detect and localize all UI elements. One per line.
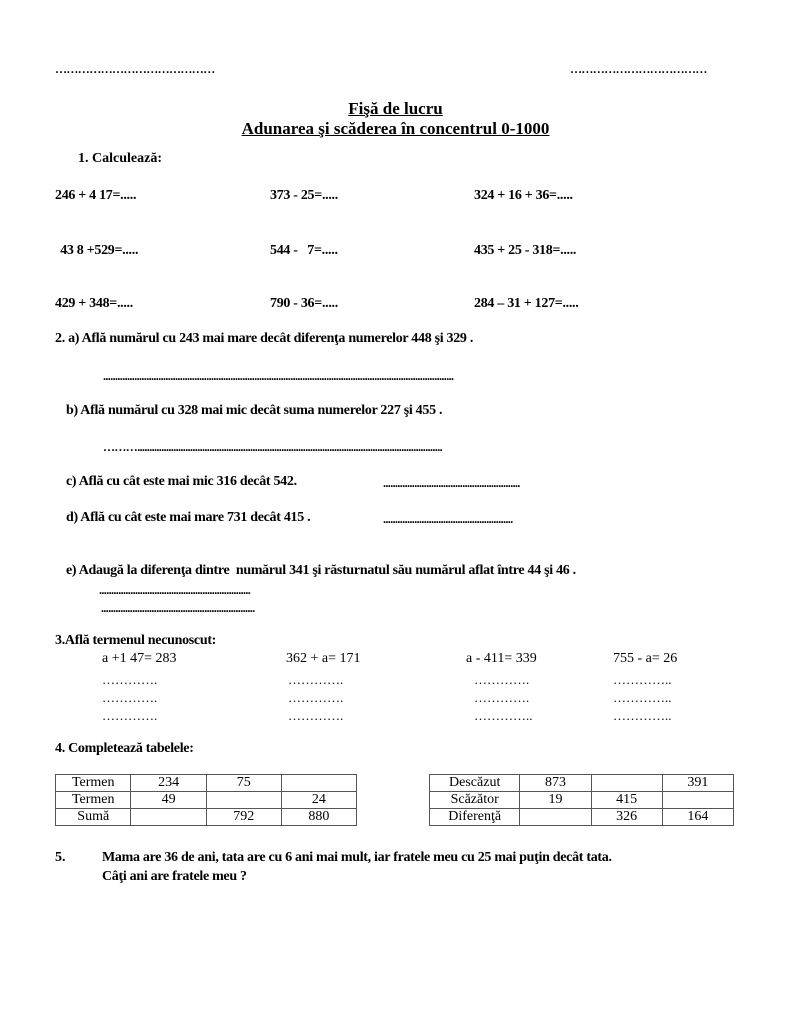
ex3-answer-line[interactable]: ………….. [613,690,672,705]
ex5-number: 5. [55,850,66,865]
row-header: Scăzător [430,792,520,809]
ex3-answer-line[interactable]: ………….. [474,708,533,723]
ex1-item: 429 + 348=..... [55,296,133,311]
ex3-equation: a - 411= 339 [466,651,537,666]
difference-table [429,774,734,826]
ex3-answer-line[interactable]: ………….. [613,708,672,723]
ex2c-answer-line[interactable]: ......................................................... [383,476,520,490]
ex2e-answer-line-2[interactable]: ................................................................ [101,601,255,615]
ex3-answer-line[interactable]: …………. [288,708,344,723]
table-cell[interactable] [206,792,281,809]
table-cell[interactable]: 19 [520,792,591,809]
ex3-label: 3.Află termenul necunoscut: [55,633,217,648]
ex1-item: 43 8 +529=..... [57,243,139,258]
ex3-equation: 362 + a= 171 [286,651,361,666]
ex3-answer-line[interactable]: …………. [102,708,158,723]
table-row [56,775,357,792]
row-header: Diferenţă [430,809,520,826]
ex2d-question: d) Află cu cât este mai mare 731 decât 415 . [66,510,311,525]
ex2a-answer-line[interactable]: .................................................................................................................................................. [103,369,454,383]
ex3-answer-line[interactable]: …………. [102,672,158,687]
worksheet-title: Fişă de lucru [348,99,443,118]
table-cell[interactable]: 49 [131,792,206,809]
ex5-problem-line-1: Mama are 36 de ani, tata are cu 6 ani mai mult, iar fratele meu cu 25 mai puţin decât tata. [102,850,612,865]
ex2a-question: 2. a) Află numărul cu 243 mai mare decât diferenţa numerelor 448 şi 329 . [55,331,474,346]
table-cell[interactable]: 880 [281,809,356,826]
table-cell[interactable]: 415 [591,792,662,809]
table-row [430,792,734,809]
ex3-answer-line[interactable]: …………. [102,690,158,705]
table-cell[interactable]: 326 [591,809,662,826]
ex2d-answer-line[interactable]: ...................................................... [383,512,513,526]
table-cell[interactable]: 873 [520,775,591,792]
ex1-label: 1. Calculează: [78,151,162,166]
table-cell[interactable] [520,809,591,826]
ex4-label: 4. Completează tabelele: [55,741,194,756]
table-cell[interactable]: 164 [662,809,733,826]
table-cell[interactable]: 234 [131,775,206,792]
row-header: Descăzut [430,775,520,792]
table-cell[interactable] [662,792,733,809]
table-row [430,809,734,826]
table-cell[interactable]: 391 [662,775,733,792]
name-blank-line[interactable]: …………………………………… [55,62,215,76]
table-row [56,792,357,809]
table-cell[interactable]: 792 [206,809,281,826]
ex3-answer-line[interactable]: …………. [474,690,530,705]
ex1-item: 790 - 36=..... [270,296,338,311]
ex3-answer-line[interactable]: …………. [288,672,344,687]
ex1-item: 284 – 31 + 127=..... [474,296,579,311]
ex1-item: 246 + 4 17=..... [55,188,137,203]
row-header: Termen [56,792,131,809]
ex1-item: 544 - 7=..... [270,243,338,258]
table-row [56,809,357,826]
ex3-answer-line[interactable]: …………. [288,690,344,705]
table-cell[interactable]: 24 [281,792,356,809]
ex2b-answer-line[interactable]: ………............................................................................................................................... [103,440,443,454]
date-blank-line[interactable]: ……………………………… [570,62,707,76]
worksheet-subtitle: Adunarea şi scăderea în concentrul 0-1000 [241,119,550,138]
sum-table [55,774,357,826]
row-header: Termen [56,775,131,792]
row-header: Sumă [56,809,131,826]
ex5-problem-line-2: Câţi ani are fratele meu ? [102,869,247,884]
ex2c-question: c) Află cu cât este mai mic 316 decât 542. [66,474,297,489]
ex1-item: 373 - 25=..... [270,188,338,203]
table-cell[interactable] [281,775,356,792]
ex3-equation: 755 - a= 26 [613,651,678,666]
ex1-item: 324 + 16 + 36=..... [474,188,573,203]
ex3-equation: a +1 47= 283 [102,651,177,666]
table-cell[interactable] [131,809,206,826]
table-cell[interactable]: 75 [206,775,281,792]
ex2e-answer-line-1[interactable]: ............................................................... [99,583,251,597]
ex3-answer-line[interactable]: …………. [474,672,530,687]
ex3-answer-line[interactable]: ………….. [613,672,672,687]
table-row [430,775,734,792]
ex2e-question: e) Adaugă la diferenţa dintre numărul 341 şi răsturnatul său numărul aflat între 44 şi 46 . [66,563,576,578]
ex1-item: 435 + 25 - 318=..... [474,243,577,258]
table-cell[interactable] [591,775,662,792]
ex2b-question: b) Află numărul cu 328 mai mic decât suma numerelor 227 şi 455 . [66,403,443,418]
